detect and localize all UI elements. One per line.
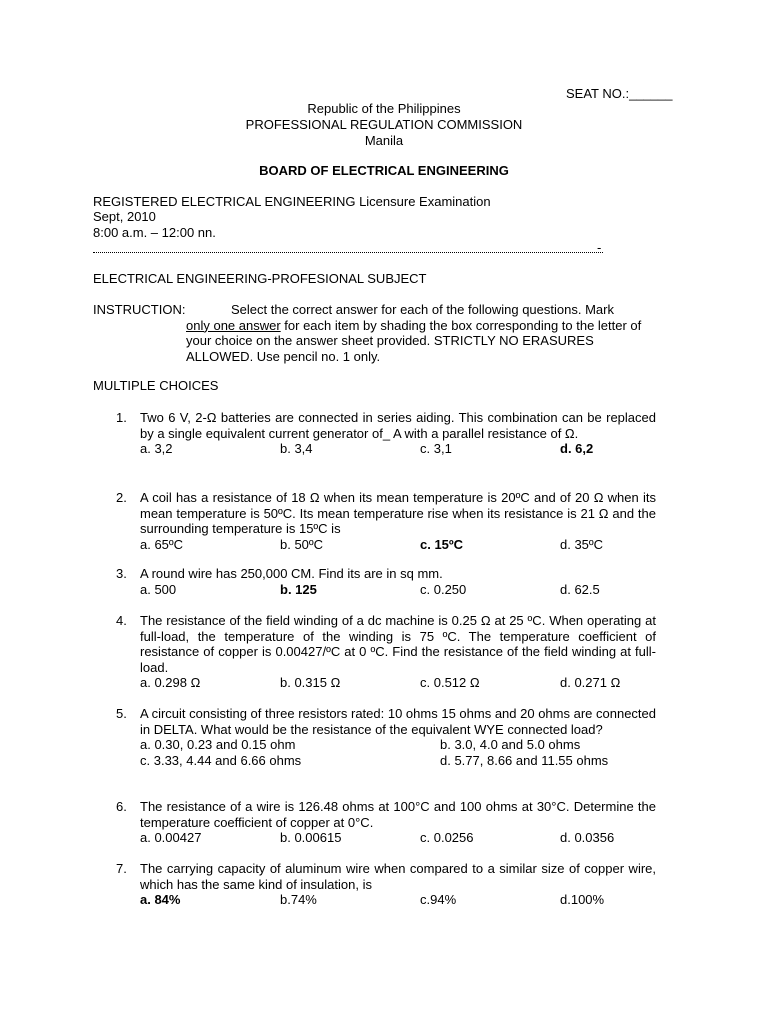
choice-row [140,582,656,598]
exam-time: 8:00 a.m. – 12:00 nn. [93,225,216,240]
choice-b: b. 0.315 Ω [280,675,341,690]
question-text: The resistance of the field winding of a dc machine is 0.25 Ω at 25 ºC. When operating at full-load, the temperature of the winding is 75 ºC. The temperature coefficient of resistance of copper is 0.00427/ºC at 0 ºC. Find the resistance of the field winding at full-load. [140,613,656,675]
choice-a: a. 0.30, 0.23 and 0.15 ohm [140,737,296,752]
choice-row [140,737,656,753]
header-commission: PROFESSIONAL REGULATION COMMISSION [245,117,523,132]
instruction-text [186,302,656,364]
question-text: The carrying capacity of aluminum wire when compared to a similar size of copper wire, which has the same kind of insulation, is [140,861,656,892]
choice-d: d. 35ºC [560,536,604,552]
board-title: BOARD OF ELECTRICAL ENGINEERING [259,163,509,178]
choice-b: b. 125 [280,581,317,597]
question-text: A coil has a resistance of 18 Ω when its mean temperature is 20ºC and of 20 Ω when its mean temperature is 50ºC. Its mean temperature rise when its resistance is 21 Ω and the surrounding temperature is 15ºC is [140,490,656,536]
choice-d: d.100% [560,892,605,907]
choice-row [140,753,656,769]
choice-b: b. 50ºC [280,536,324,552]
question-text: The resistance of a wire is 126.48 ohms at 100°C and 100 ohms at 30°C. Determine the temperature coefficient of copper at 0°C. [140,799,656,830]
exam-date: Sept, 2010 [93,209,156,224]
choice-d: d. 62.5 [560,581,600,597]
choice-c: c. 3.33, 4.44 and 6.66 ohms [140,753,302,768]
choice-c: c. 15ºC [420,536,464,552]
section-title: MULTIPLE CHOICES [93,378,219,393]
choice-a: a. 0.00427 [140,830,202,845]
question-number: 3. [116,566,127,581]
question-text: A round wire has 250,000 CM. Find its are in sq mm. [140,566,443,581]
question-text: A circuit consisting of three resistors rated: 10 ohms 15 ohms and 20 ohms are connected in DELTA. What would be the resistance of the equivalent WYE connected load? [140,706,656,737]
question-5 [116,706,656,769]
choice-d: d. 0.0356 [560,830,615,845]
instruction-part2: for each item by shading the box corresponding to the letter of your choice on the answer sheet provided. STRICTLY NO ERASURES ALLOWED. Use pencil no. 1 only. [186,317,642,364]
choice-b: b.74% [280,892,317,907]
choice-c: c. 3,1 [420,441,452,456]
choice-row [140,892,656,908]
choice-c: c.94% [420,892,457,907]
separator-end: - [597,240,602,255]
question-number: 1. [116,410,127,425]
instruction-label: INSTRUCTION: [93,302,186,317]
dotted-separator [93,242,603,253]
choice-d: d. 6,2 [560,441,594,456]
choice-c: c. 0.512 Ω [420,675,480,690]
exam-title: REGISTERED ELECTRICAL ENGINEERING Licensure Examination [93,194,491,209]
seat-number: SEAT NO.:______ [566,86,673,101]
choice-row [140,441,656,457]
choice-d: d. 5.77, 8.66 and 11.55 ohms [440,753,609,768]
choice-b: b. 3,4 [280,441,313,456]
choice-row [140,537,656,553]
choice-b: b. 0.00615 [280,830,342,845]
question-number: 5. [116,706,127,721]
choice-c: c. 0.0256 [420,830,474,845]
question-1 [116,410,656,457]
choice-row [140,830,656,846]
choice-a: a. 500 [140,581,177,597]
question-2 [116,490,656,553]
choice-a: a. 84% [140,892,181,907]
question-number: 6. [116,799,127,814]
choice-c: c. 0.250 [420,581,467,597]
instruction-part1: Select the correct answer for each of the following questions. Mark [231,302,614,317]
choice-a: a. 65ºC [140,536,184,552]
question-6 [116,799,656,846]
question-number: 2. [116,490,127,505]
choice-b: b. 3.0, 4.0 and 5.0 ohms [440,737,581,752]
choice-row [140,675,656,691]
instruction-underlined: only one answer [186,317,281,333]
question-number: 4. [116,613,127,628]
header-republic: Republic of the Philippines [307,101,461,116]
question-number: 7. [116,861,127,876]
subject-title: ELECTRICAL ENGINEERING-PROFESIONAL SUBJECT [93,271,427,286]
choice-d: d. 0.271 Ω [560,675,621,690]
question-3 [116,566,656,598]
header-city: Manila [364,133,404,148]
question-text: Two 6 V, 2-Ω batteries are connected in series aiding. This combination can be replaced by a single equivalent current generator of_ A with a parallel resistance of Ω. [140,410,656,441]
question-4 [116,613,656,691]
question-7 [116,861,656,908]
choice-a: a. 0.298 Ω [140,675,201,690]
choice-a: a. 3,2 [140,441,173,456]
